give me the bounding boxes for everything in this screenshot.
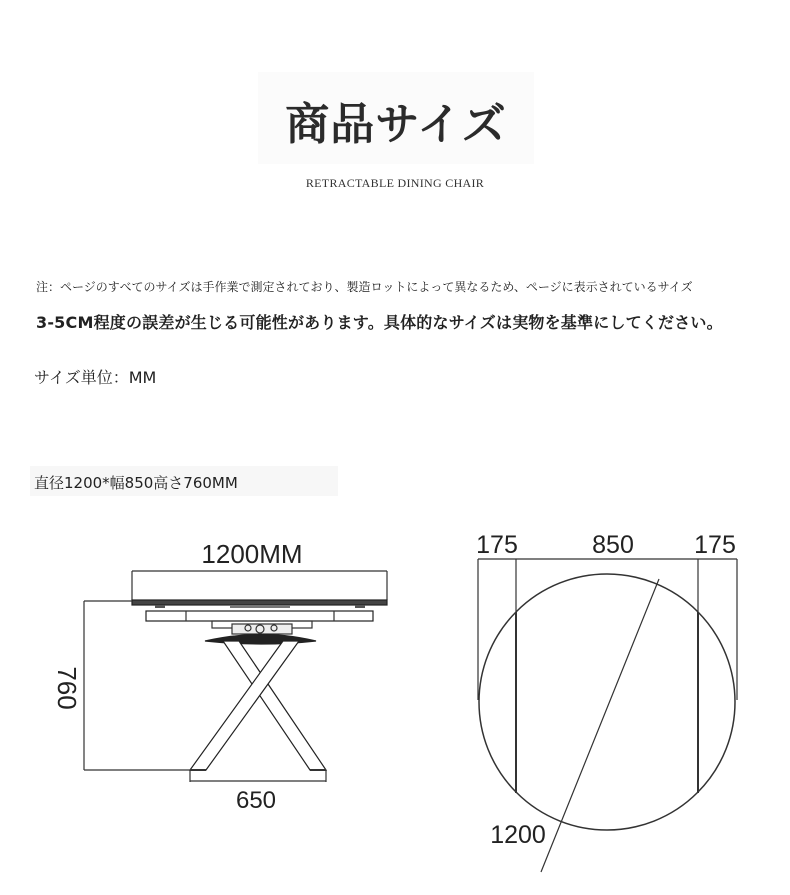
top-fitting bbox=[155, 605, 165, 608]
diameter-line bbox=[541, 579, 659, 872]
top-left-label: 175 bbox=[476, 531, 518, 559]
extension-leaf bbox=[146, 611, 373, 621]
size-label: 直径1200*幅850高さ760MM bbox=[34, 474, 238, 492]
table-top-circle bbox=[479, 574, 735, 830]
top-right-label: 175 bbox=[694, 531, 736, 559]
top-fitting bbox=[230, 605, 290, 608]
page-title: 商品サイズ bbox=[285, 99, 507, 150]
side-height-label: 760 bbox=[52, 666, 82, 710]
side-base-label: 650 bbox=[235, 787, 277, 814]
page-subtitle: RETRACTABLE DINING CHAIR bbox=[305, 176, 485, 190]
side-width-label: 1200MM bbox=[201, 539, 303, 569]
side-view-diagram bbox=[84, 571, 387, 782]
diameter-label: 1200 bbox=[490, 821, 546, 849]
table-top bbox=[132, 600, 387, 605]
top-center-label: 850 bbox=[592, 531, 634, 559]
top-fitting bbox=[355, 605, 365, 608]
leg-plate bbox=[205, 635, 316, 645]
size-unit-label: サイズ単位：MM bbox=[34, 368, 157, 387]
measurement-note-line-1: 注：ページのすべてのサイズは手作業で測定されており、製造ロットによって異なるため、ページに表示されているサイズ bbox=[36, 280, 693, 294]
measurement-note-line-2: 3-5CM程度の誤差が生じる可能性があります。具体的なサイズは実物を基準にしてください。 bbox=[36, 313, 723, 332]
